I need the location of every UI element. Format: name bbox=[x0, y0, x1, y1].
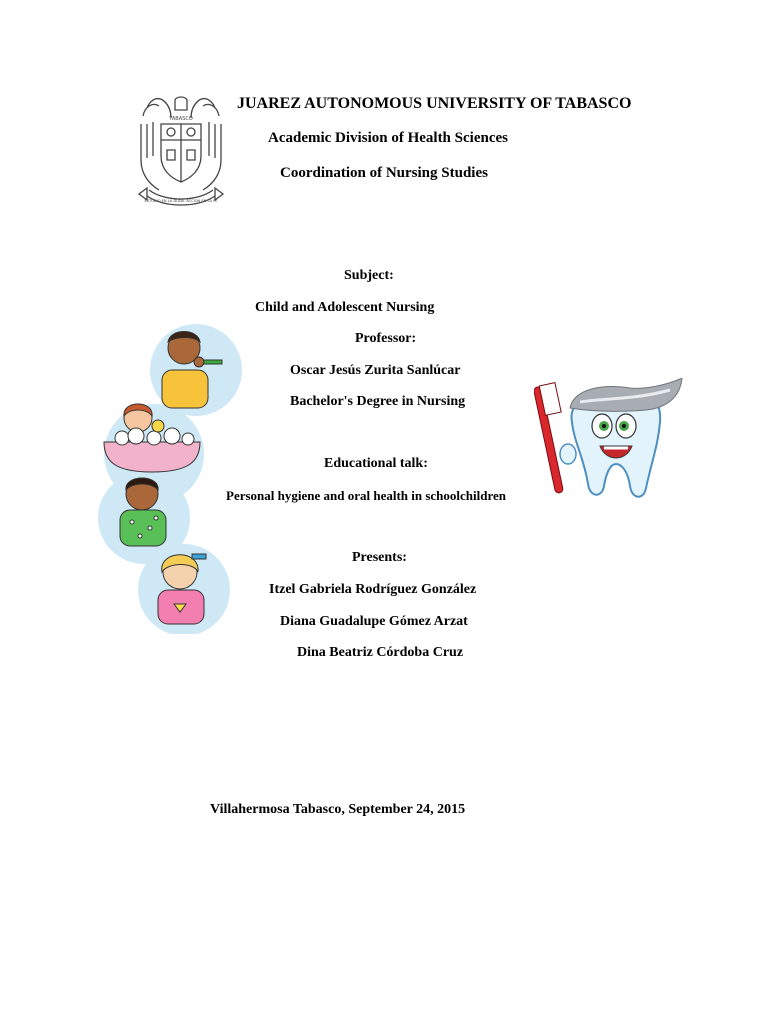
professor-name: Oscar Jesús Zurita Sanlúcar bbox=[290, 363, 461, 378]
tooth-toothbrush-illustration bbox=[534, 378, 684, 503]
university-title: JUAREZ AUTONOMOUS UNIVERSITY OF TABASCO bbox=[237, 95, 632, 112]
talk-label: Educational talk: bbox=[324, 456, 428, 471]
professor-label: Professor: bbox=[355, 331, 417, 346]
presenter-name: Diana Guadalupe Gómez Arzat bbox=[280, 614, 468, 629]
subject-value: Child and Adolescent Nursing bbox=[255, 300, 435, 315]
svg-text:TABASCO: TABASCO bbox=[169, 116, 193, 122]
university-seal-icon bbox=[137, 94, 225, 208]
svg-text:ESTUDIO EN LA DUDA. ACCION EN: ESTUDIO EN LA DUDA. ACCION EN LA FE bbox=[144, 199, 218, 203]
coordination-title: Coordination of Nursing Studies bbox=[280, 165, 488, 181]
presents-label: Presents: bbox=[352, 550, 407, 565]
division-title: Academic Division of Health Sciences bbox=[268, 130, 508, 146]
talk-title: Personal hygiene and oral health in schoolchildren bbox=[226, 488, 507, 503]
subject-label: Subject: bbox=[344, 268, 394, 283]
presenter-name: Dina Beatriz Córdoba Cruz bbox=[297, 645, 464, 660]
presenter-name: Itzel Gabriela Rodríguez González bbox=[269, 582, 477, 597]
professor-degree: Bachelor's Degree in Nursing bbox=[290, 394, 466, 409]
place-date: Villahermosa Tabasco, September 24, 2015 bbox=[210, 802, 466, 817]
children-hygiene-illustration bbox=[96, 322, 246, 634]
